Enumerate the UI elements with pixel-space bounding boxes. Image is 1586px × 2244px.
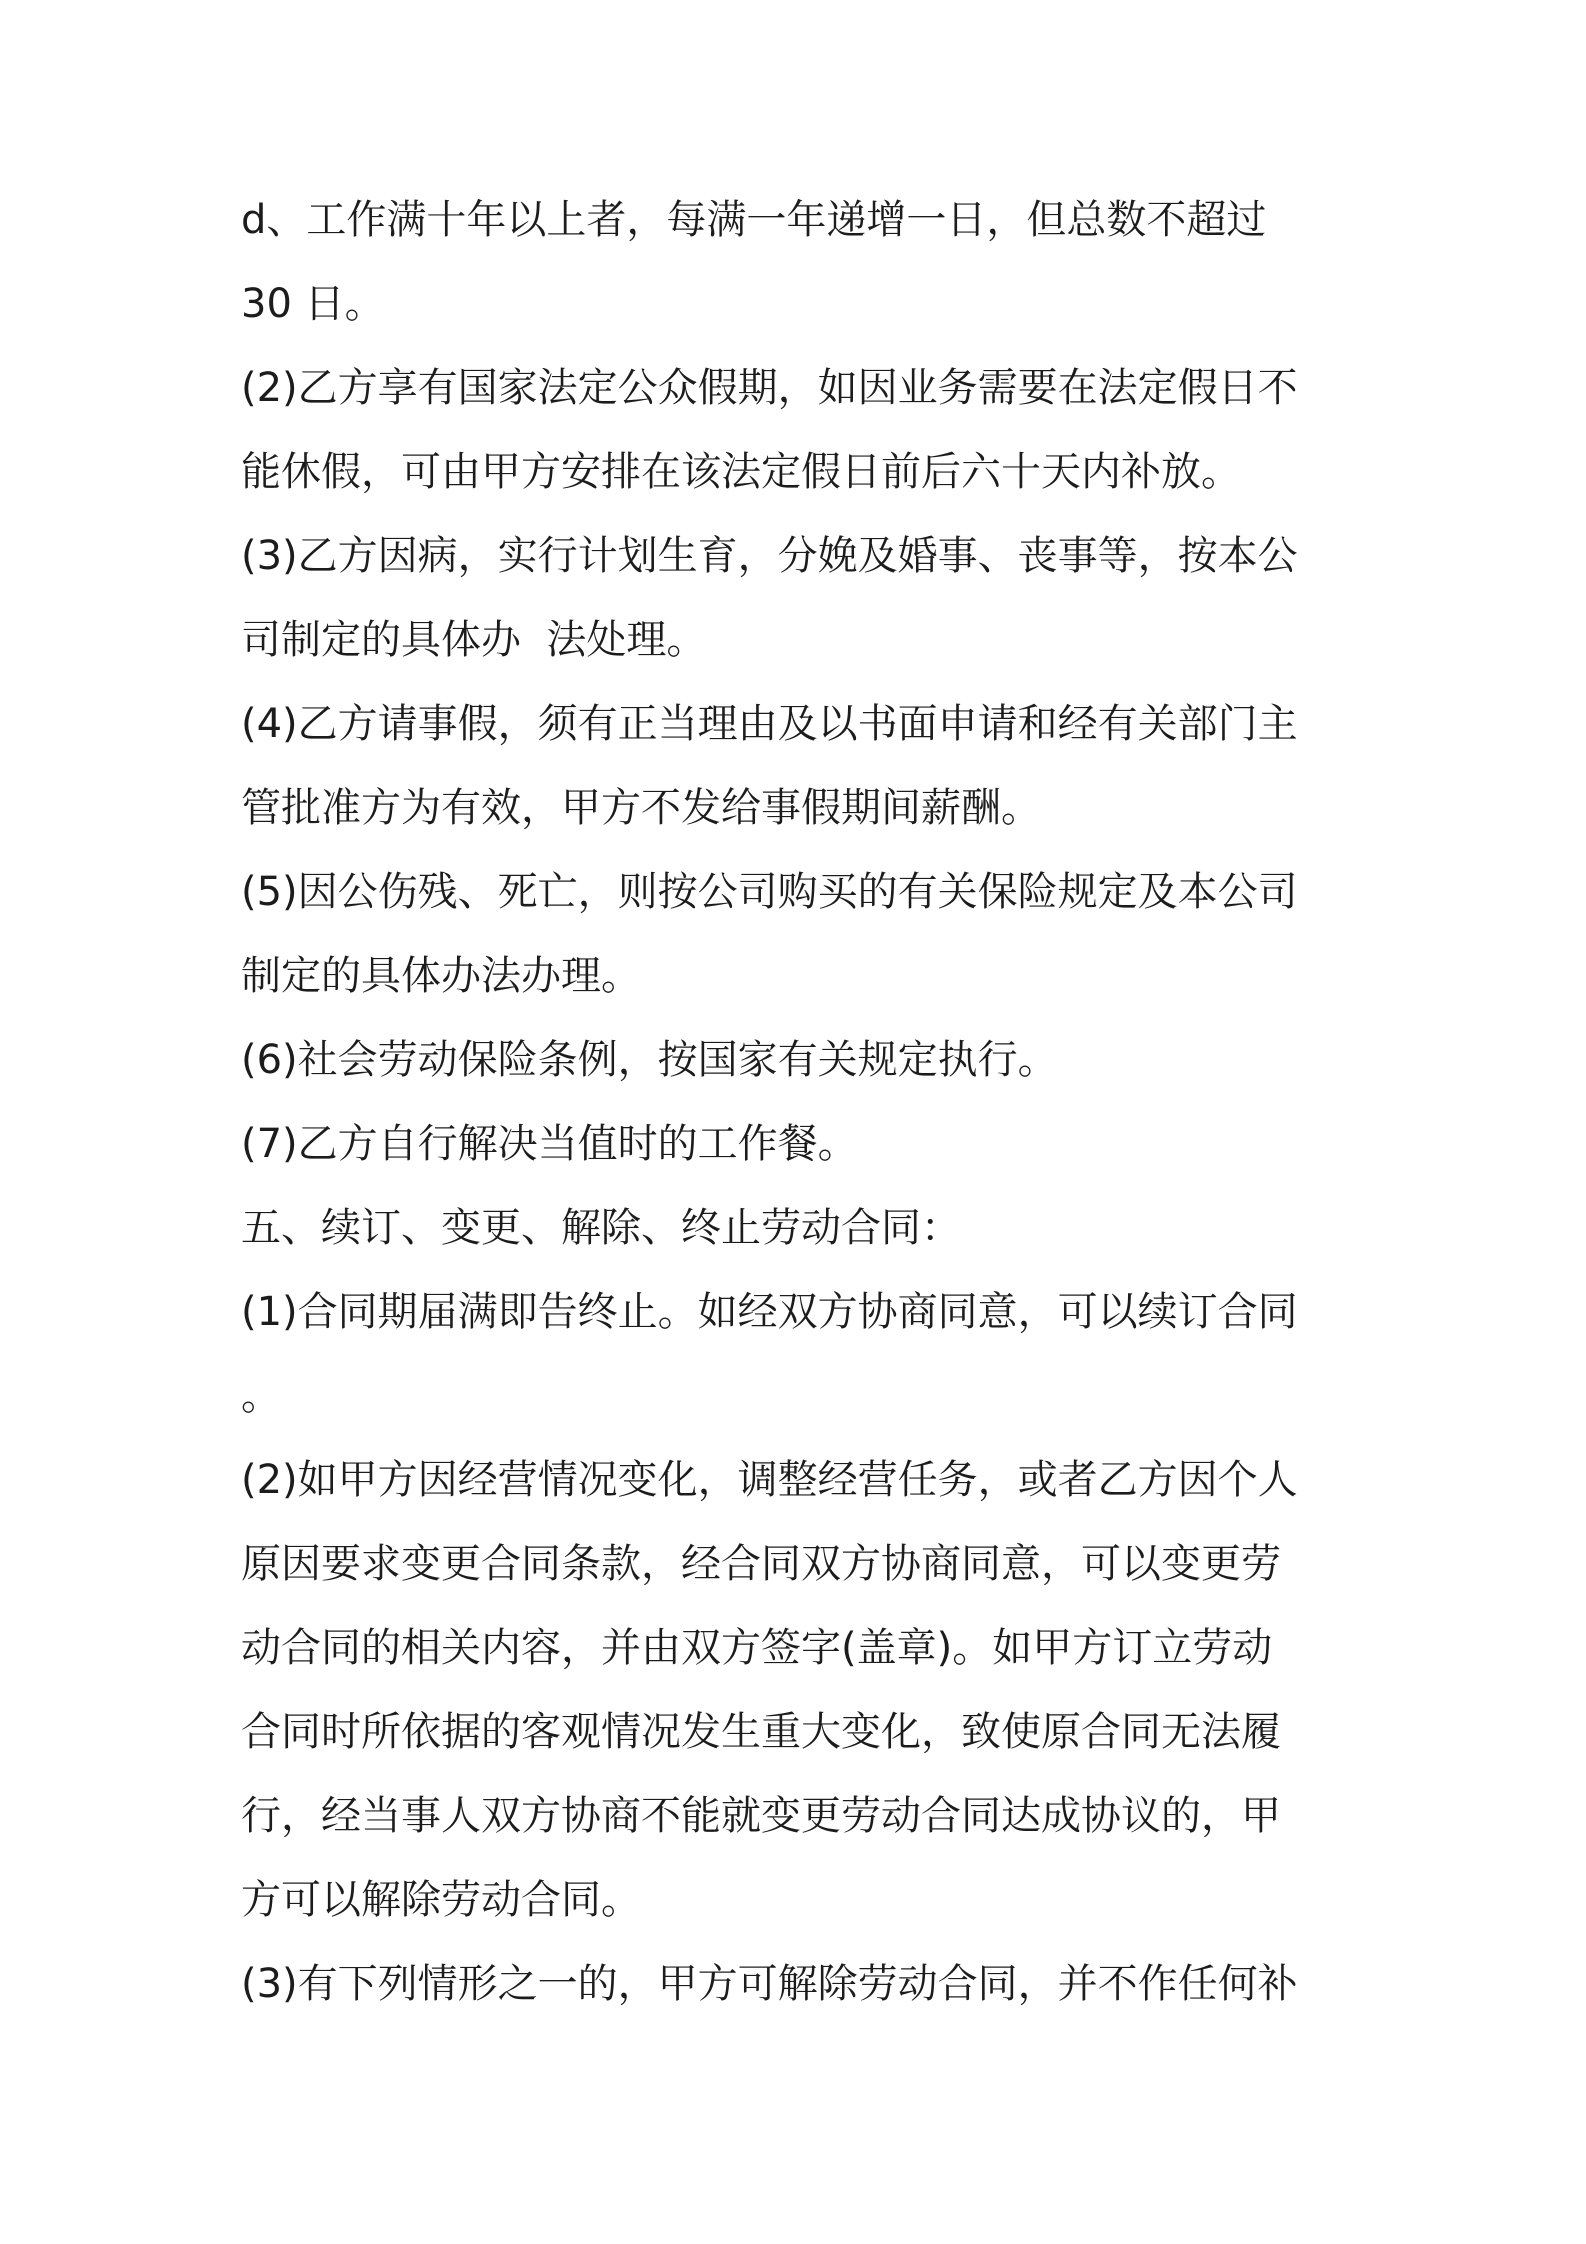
text-line: 制定的具体办法办理。 [241,953,641,999]
text-line: 管批准方为有效，甲方不发给事假期间薪酬。 [241,785,1041,831]
text-line: 。 [241,1373,281,1419]
text-line: 合同时所依据的客观情况发生重大变化，致使原合同无法履 [241,1709,1281,1755]
text-line: 能休假，可由甲方安排在该法定假日前后六十天内补放。 [241,449,1241,495]
text-line: d、工作满十年以上者，每满一年递增一日，但总数不超过 [241,197,1267,243]
text-line: 行，经当事人双方协商不能就变更劳动合同达成协议的，甲 [241,1793,1281,1839]
text-line: (3)有下列情形之一的，甲方可解除劳动合同，并不作任何补 [241,1961,1298,2007]
text-line: 动合同的相关内容，并由双方签字(盖章)。如甲方订立劳动 [241,1625,1273,1671]
section-heading: 五、续订、变更、解除、终止劳动合同： [241,1205,961,1251]
text-line: (2)乙方享有国家法定公众假期，如因业务需要在法定假日不 [241,365,1298,411]
text-line: (4)乙方请事假，须有正当理由及以书面申请和经有关部门主 [241,701,1298,747]
text-line: (7)乙方自行解决当值时的工作餐。 [241,1121,858,1167]
text-line: (5)因公伤残、死亡，则按公司购买的有关保险规定及本公司 [241,869,1298,915]
text-line: 司制定的具体办 法处理。 [241,617,707,663]
text-line: (2)如甲方因经营情况变化，调整经营任务，或者乙方因个人 [241,1457,1298,1503]
text-line: (6)社会劳动保险条例，按国家有关规定执行。 [241,1037,1058,1083]
text-line: 30 日。 [241,281,385,327]
text-line: (1)合同期届满即告终止。如经双方协商同意，可以续订合同 [241,1289,1298,1335]
text-line: (3)乙方因病，实行计划生育，分娩及婚事、丧事等，按本公 [241,533,1298,579]
text-line: 原因要求变更合同条款，经合同双方协商同意，可以变更劳 [241,1541,1281,1587]
text-line: 方可以解除劳动合同。 [241,1877,641,1923]
